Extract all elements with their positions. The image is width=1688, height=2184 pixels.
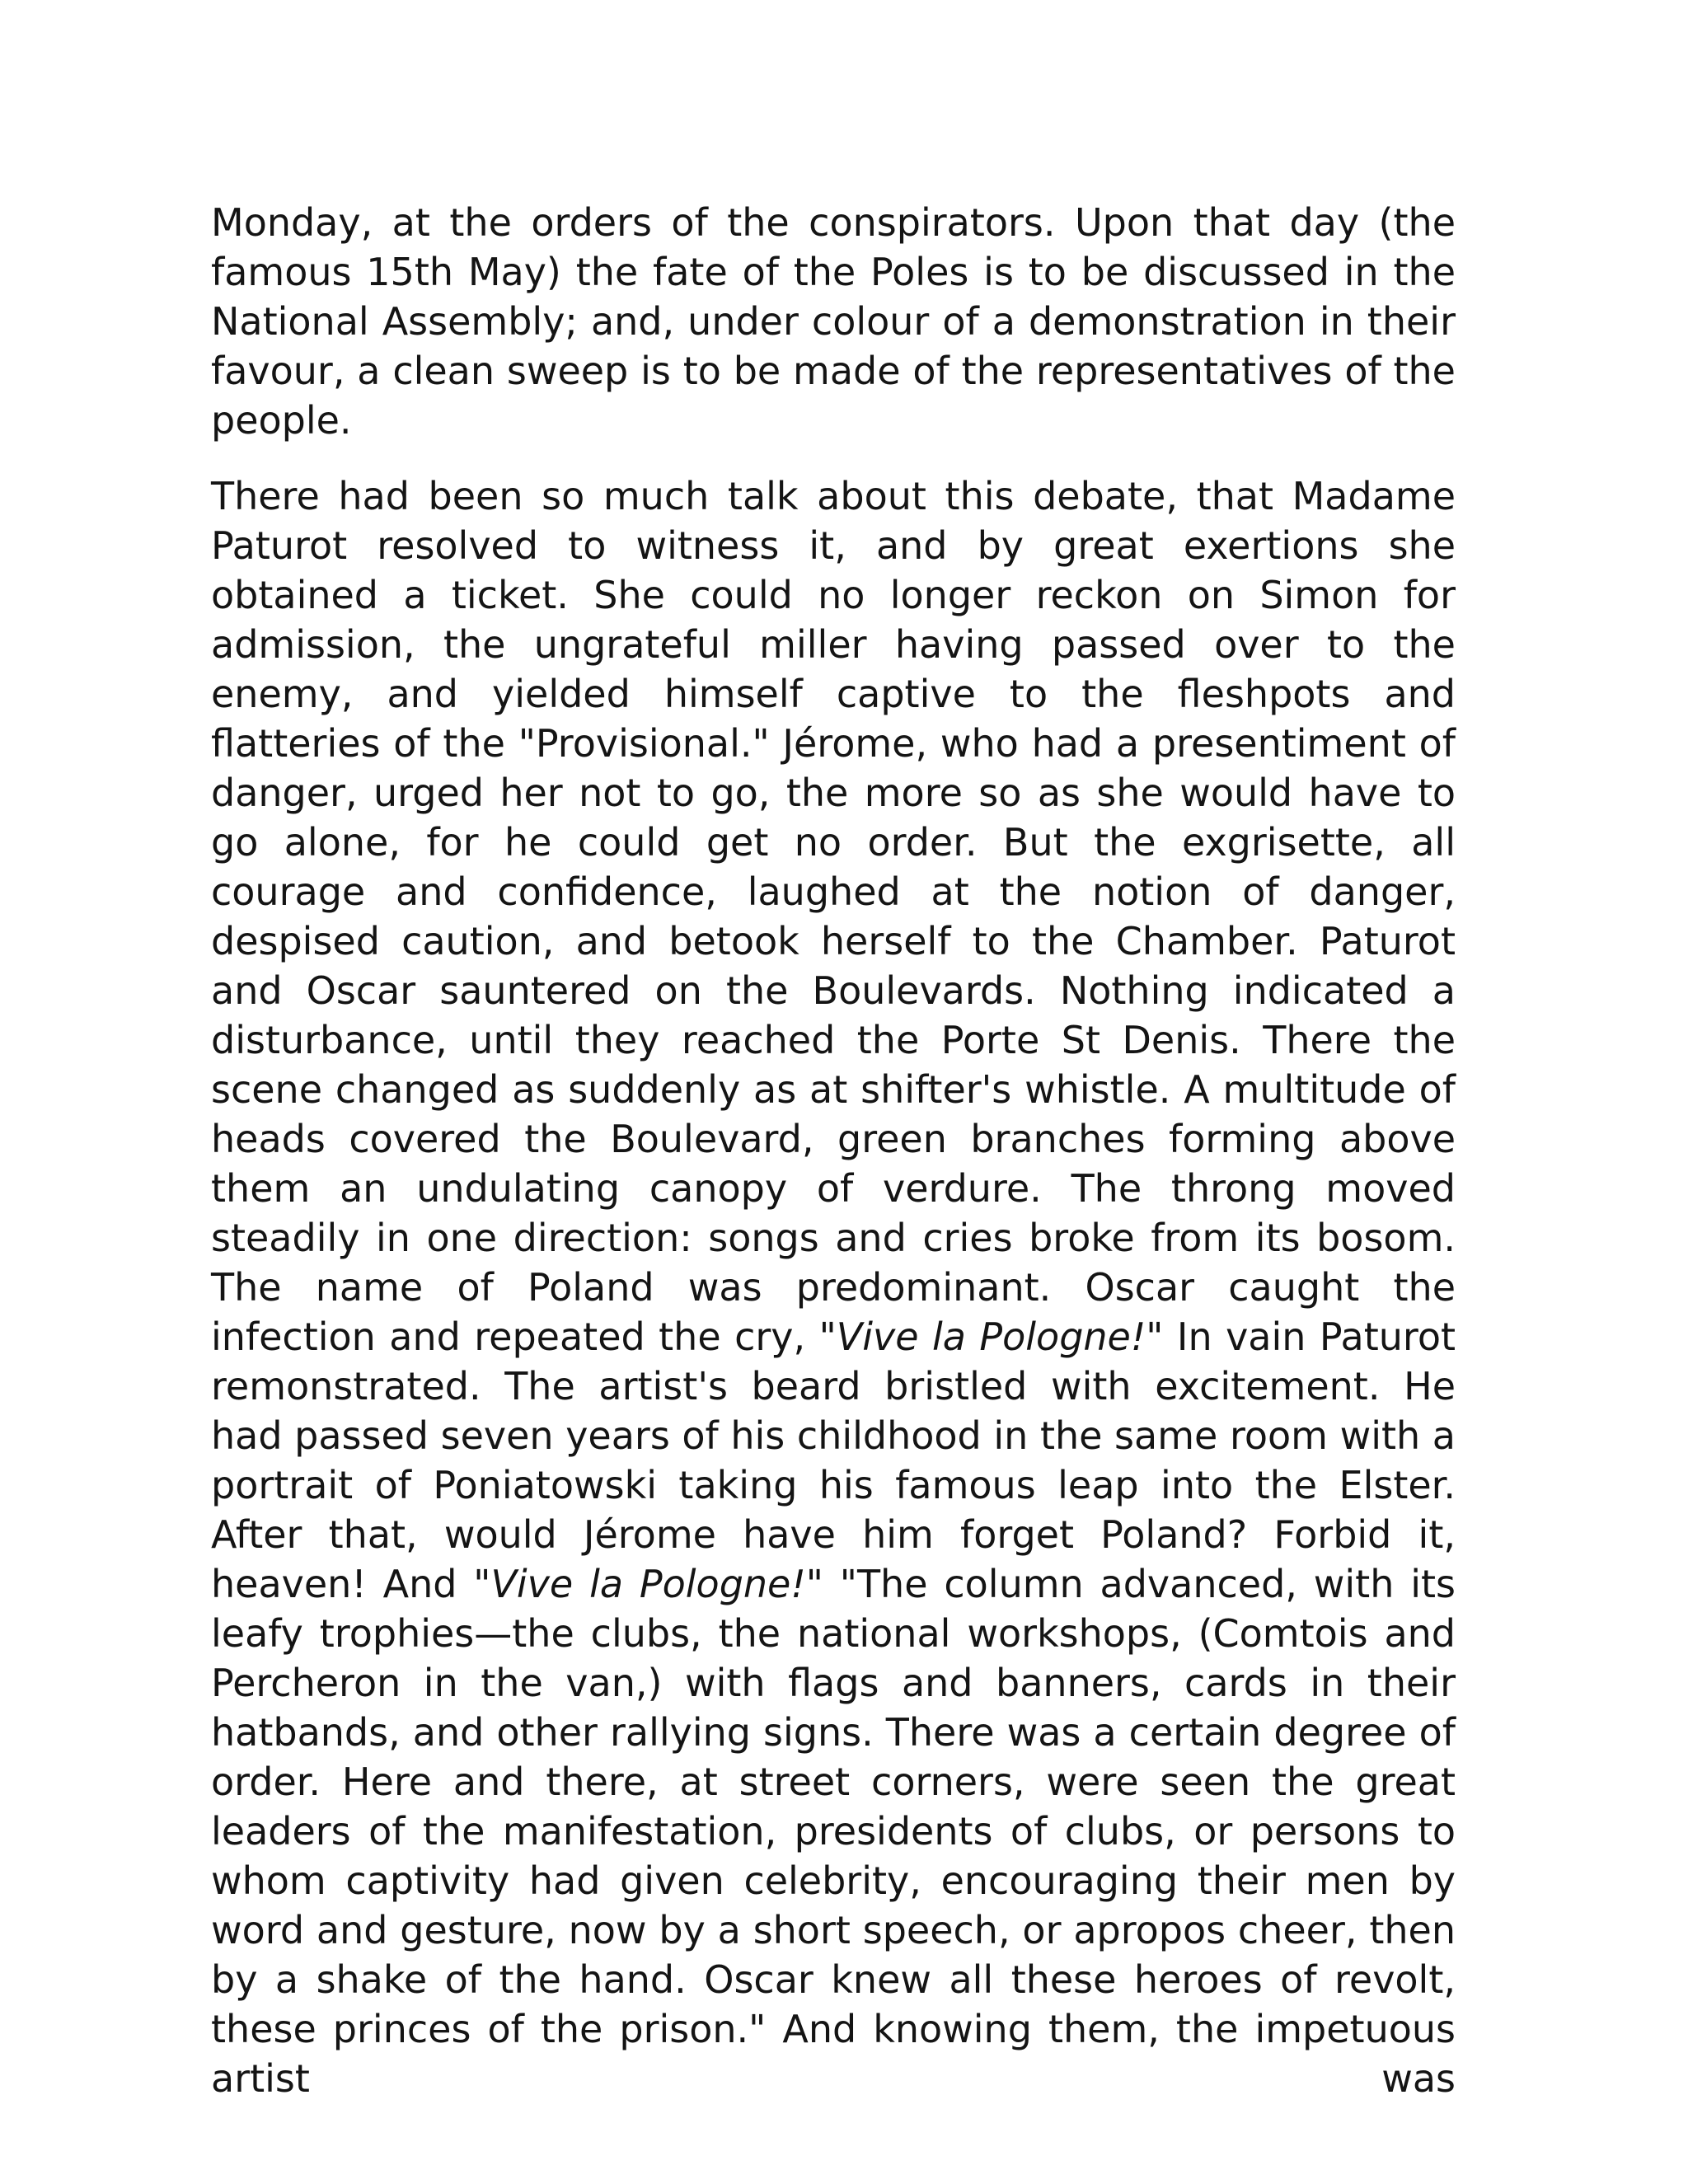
paragraph-2-text-part-1: There had been so much talk about this debate, that Madame Paturot resolved to witness it, and by great exertions she obtained a ticket. She could no longer reckon on Simon for admission, the ungrateful miller having passed over to the enemy, and yielded himself captive to the fleshpots and flatteries of the "Provisional." Jérome, who had a presentiment of danger, urged her not to go, the more so as she would have to go alone, for he could get no order. But the exgrisette, all courage and confidence, laughed at the notion of danger, despised caution, and betook herself to the Chamber. Paturot and Oscar sauntered on the Boulevards. Nothing indicated a disturbance, until they reached the Porte St Denis. There the scene changed as suddenly as at shifter's whistle. A multitude of heads covered the Boulevard, green branches forming above them an undulating canopy of verdure. The throng moved steadily in one direction: songs and cries broke from its bosom. The name of Poland was predominant. Oscar caught the infection and repeated the cry, " [211, 474, 1456, 1359]
document-page [211, 198, 1456, 2103]
italic-phrase-vive-la-pologne-1: Vive la Pologne! [836, 1315, 1146, 1359]
paragraph-2 [211, 471, 1456, 2103]
italic-phrase-vive-la-pologne-2: Vive la Pologne! [490, 1562, 806, 1606]
paragraph-2-text-part-3: " "The column advanced, with its leafy trophies—the clubs, the national workshops, (Comtois and Percheron in the van,) with flags and banners, cards in their hatbands, and other rallying signs. There was a certain degree of order. Here and there, at street corners, were seen the great leaders of the manifestation, presidents of clubs, or persons to whom captivity had given celebrity, encouraging their men by word and gesture, now by a short speech, or apropos cheer, then by a shake of the hand. Oscar knew all these heroes of revolt, these princes of the prison." And knowing them, the impetuous artist was [211, 1562, 1456, 2101]
paragraph-1-text: Monday, at the orders of the conspirators. Upon that day (the famous 15th May) the fate of the Poles is to be discussed in the National Assembly; and, under colour of a demonstration in their favour, a clean sweep is to be made of the representatives of the people. [211, 200, 1456, 443]
paragraph-1 [211, 198, 1456, 445]
paragraph-2-text-part-2: " In vain Paturot remonstrated. The artist's beard bristled with excitement. He had passed seven years of his childhood in the same room with a portrait of Poniatowski taking his famous leap into the Elster. After that, would Jérome have him forget Poland? Forbid it, heaven! And " [211, 1315, 1456, 1606]
